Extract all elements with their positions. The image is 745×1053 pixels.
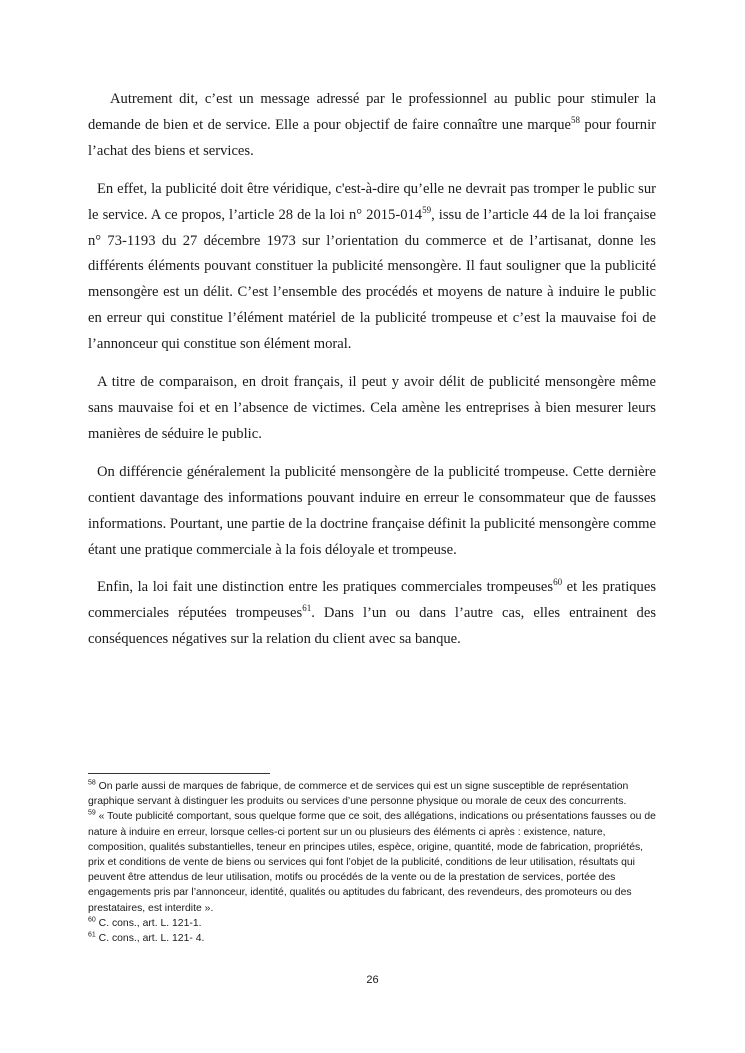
footnote-61 [88,931,660,946]
paragraph-2-text-b: , issu de l’article 44 de la loi française n° 73-1193 du 27 décembre 1973 sur l’orientation du commerce et de l’artisanat, donne les différents éléments pouvant constituer la publicité mensongère. Il faut souligner que la publicité mensongère est un délit. C’est l’ensemble des procédés et moyens de nature à induire le public en erreur qui constitue l’élément matériel de la publicité trompeuse et c’est la mauvaise foi de l’annonceur qui constitue son élément moral. [88,206,656,353]
paragraph-1 [88,87,656,165]
footnote-60 [88,916,660,931]
footnote-text: C. cons., art. L. 121-1. [95,917,202,929]
footnote-text: « Toute publicité comportant, sous quelque forme que ce soit, des allégations, indications ou présentations fausses ou de nature à induire en erreur, lorsque celles-ci portent sur un ou plusieurs des éléments ci après : existence, nature, composition, qualités substantielles, teneur en principes utiles, espèce, origine, quantité, mode de fabrication, propriétés, prix et conditions de vente de biens ou services qui font l’objet de la publicité, conditions de leur utilisation, résultats qui peuvent être attendus de leur utilisation, motifs ou procédés de la vente ou de la prestation de services, portée des engagements pris par l’annonceur, identité, qualités ou aptitudes du fabricant, des revendeurs, des promoteurs ou des prestataires, est interdite ». [88,811,656,914]
body-text [88,87,656,665]
page-number: 26 [366,974,379,986]
paragraph-5-text-a: Enfin, la loi fait une distinction entre les pratiques commerciales trompeuses [97,579,554,596]
footnote-number: 61 [88,931,96,939]
footnote-text: On parle aussi de marques de fabrique, de commerce et de services qui est un signe susceptible de représentation graphique servant à distinguer les produits ou services d’une personne physique ou morale de ceux des concurrents. [88,781,629,808]
footnote-59 [88,809,660,915]
paragraph-5-text-c: . Dans l’un ou dans l’autre cas, elles entrainent des conséquences négatives sur la relation du client avec sa banque. [88,605,656,648]
footnote-number: 59 [88,809,96,817]
paragraph-2 [88,177,656,358]
footnote-ref-60[interactable]: 60 [553,577,563,588]
paragraph-1-text-a: Autrement dit, c’est un message adressé par le professionnel au public pour stimuler la demande de bien et de service. Elle a pour objectif de faire connaître une marque [88,91,656,133]
paragraph-5-text-b: et les pratiques commerciales réputées trompeuses [88,579,656,622]
footnote-separator [88,773,270,774]
footnote-ref-61[interactable]: 61 [302,603,312,614]
paragraph-5 [88,575,656,653]
footnote-number: 58 [88,779,96,787]
paragraph-4: On différencie généralement la publicité mensongère de la publicité trompeuse. Cette dernière contient davantage des informations pouvant induire en erreur le consommateur que de fausses informations. Pourtant, une partie de la doctrine française définit la publicité mensongère comme étant une pratique commerciale à la fois déloyale et trompeuse. [88,463,656,558]
footnotes [88,779,660,946]
paragraph-2-text-a: En effet, la publicité doit être véridique, c'est-à-dire qu’elle ne devrait pas tromper le public sur le service. A ce propos, l’article 28 de la loi n° 2015-014 [88,180,656,223]
footnote-text: C. cons., art. L. 121- 4. [95,933,205,945]
footnote-58 [88,779,660,809]
footnote-ref-59[interactable]: 59 [422,204,432,215]
footnote-number: 60 [88,916,96,924]
footnote-ref-58[interactable]: 58 [570,115,580,126]
paragraph-1-text-b: pour fournir l’achat des biens et services. [88,116,657,159]
paragraph-3: A titre de comparaison, en droit français, il peut y avoir délit de publicité mensongère même sans mauvaise foi et en l’absence de victimes. Cela amène les entreprises à bien mesurer leurs manières de séduire le public. [88,374,656,442]
